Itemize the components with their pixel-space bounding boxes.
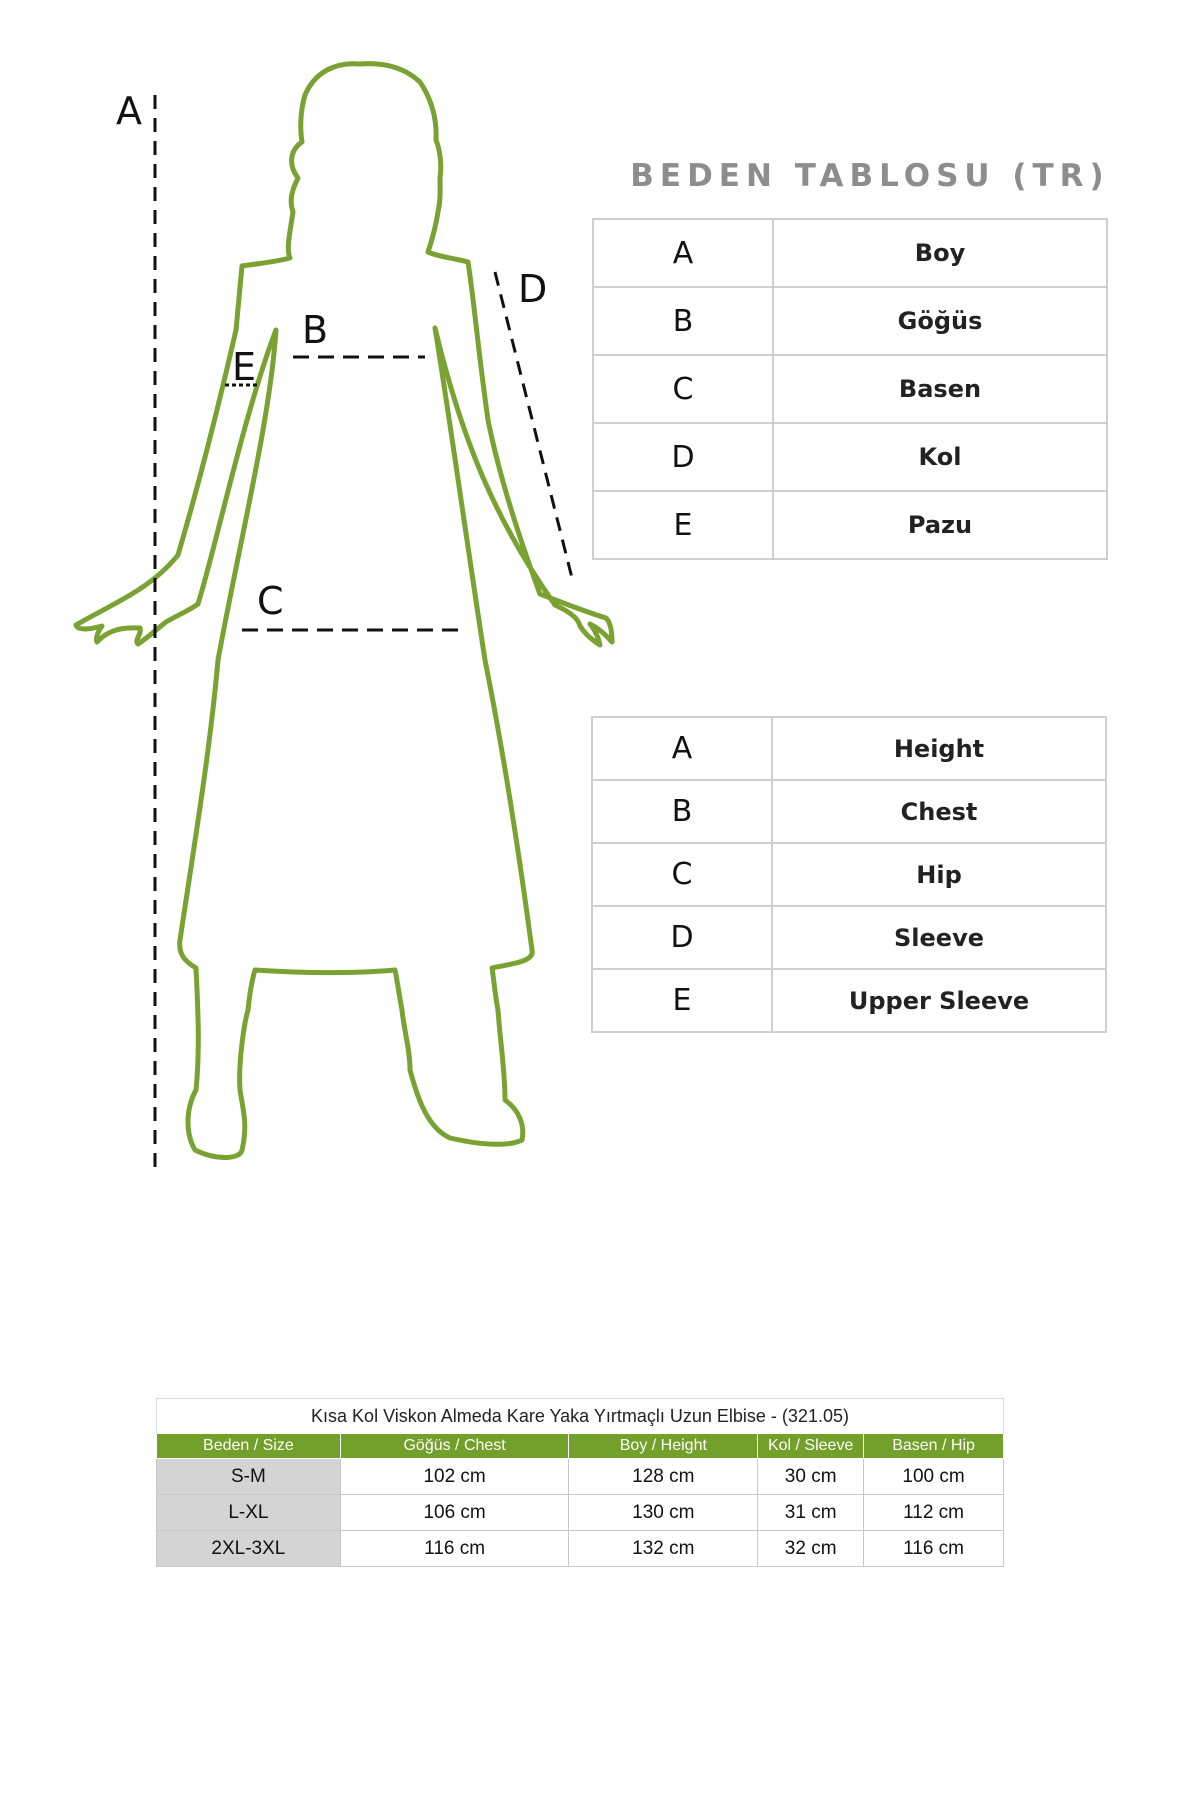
legend-key: A [592, 717, 772, 780]
legend-row [592, 780, 1106, 843]
table-header-row [157, 1434, 1004, 1459]
legend-row [593, 219, 1107, 287]
legend-row [593, 355, 1107, 423]
sleeve-cell: 32 cm [758, 1531, 864, 1567]
legend-row [593, 423, 1107, 491]
height-cell: 128 cm [569, 1459, 758, 1495]
sleeve-cell: 31 cm [758, 1495, 864, 1531]
label-c: C [257, 579, 284, 623]
legend-value: Basen [773, 355, 1107, 423]
label-e: E [232, 345, 257, 389]
hip-cell: 100 cm [864, 1459, 1004, 1495]
hip-cell: 116 cm [864, 1531, 1004, 1567]
legend-value: Upper Sleeve [772, 969, 1106, 1032]
legend-value: Pazu [773, 491, 1107, 559]
legend-key: D [592, 906, 772, 969]
hip-cell: 112 cm [864, 1495, 1004, 1531]
legend-value: Göğüs [773, 287, 1107, 355]
legend-value: Kol [773, 423, 1107, 491]
column-header-hip: Basen / Hip [864, 1434, 1004, 1459]
chest-cell: 102 cm [340, 1459, 569, 1495]
legend-value: Height [772, 717, 1106, 780]
label-a: A [116, 89, 142, 133]
legend-row [592, 906, 1106, 969]
table-row [157, 1531, 1004, 1567]
legend-key: D [593, 423, 773, 491]
size-chart-title: BEDEN TABLOSU (TR) [630, 158, 1110, 194]
size-measurement-table [156, 1398, 1004, 1567]
legend-key: B [592, 780, 772, 843]
height-cell: 132 cm [569, 1531, 758, 1567]
legend-value: Chest [772, 780, 1106, 843]
column-header-size: Beden / Size [157, 1434, 341, 1459]
label-b: B [302, 308, 329, 352]
legend-key: B [593, 287, 773, 355]
legend-key: C [592, 843, 772, 906]
sleeve-measure-line [495, 272, 572, 578]
sleeve-cell: 30 cm [758, 1459, 864, 1495]
table-row [157, 1459, 1004, 1495]
column-header-sleeve: Kol / Sleeve [758, 1434, 864, 1459]
chest-cell: 116 cm [340, 1531, 569, 1567]
legend-key: E [592, 969, 772, 1032]
table-row [157, 1495, 1004, 1531]
size-cell: L-XL [157, 1495, 341, 1531]
chest-cell: 106 cm [340, 1495, 569, 1531]
legend-row [592, 843, 1106, 906]
size-cell: S-M [157, 1459, 341, 1495]
legend-key: E [593, 491, 773, 559]
label-d: D [518, 267, 548, 311]
legend-row [592, 717, 1106, 780]
size-cell: 2XL-3XL [157, 1531, 341, 1567]
legend-value: Boy [773, 219, 1107, 287]
column-header-height: Boy / Height [569, 1434, 758, 1459]
legend-key: C [593, 355, 773, 423]
dress-silhouette-diagram [0, 0, 660, 1220]
legend-table-en [591, 716, 1107, 1033]
legend-row [592, 969, 1106, 1032]
legend-value: Hip [772, 843, 1106, 906]
column-header-chest: Göğüs / Chest [340, 1434, 569, 1459]
legend-row [593, 287, 1107, 355]
legend-row [593, 491, 1107, 559]
legend-value: Sleeve [772, 906, 1106, 969]
legend-table-tr [592, 218, 1108, 560]
table-caption: Kısa Kol Viskon Almeda Kare Yaka Yırtmaçlı Uzun Elbise - (321.05) [157, 1399, 1004, 1434]
height-cell: 130 cm [569, 1495, 758, 1531]
table-caption-row [157, 1399, 1004, 1434]
legend-key: A [593, 219, 773, 287]
